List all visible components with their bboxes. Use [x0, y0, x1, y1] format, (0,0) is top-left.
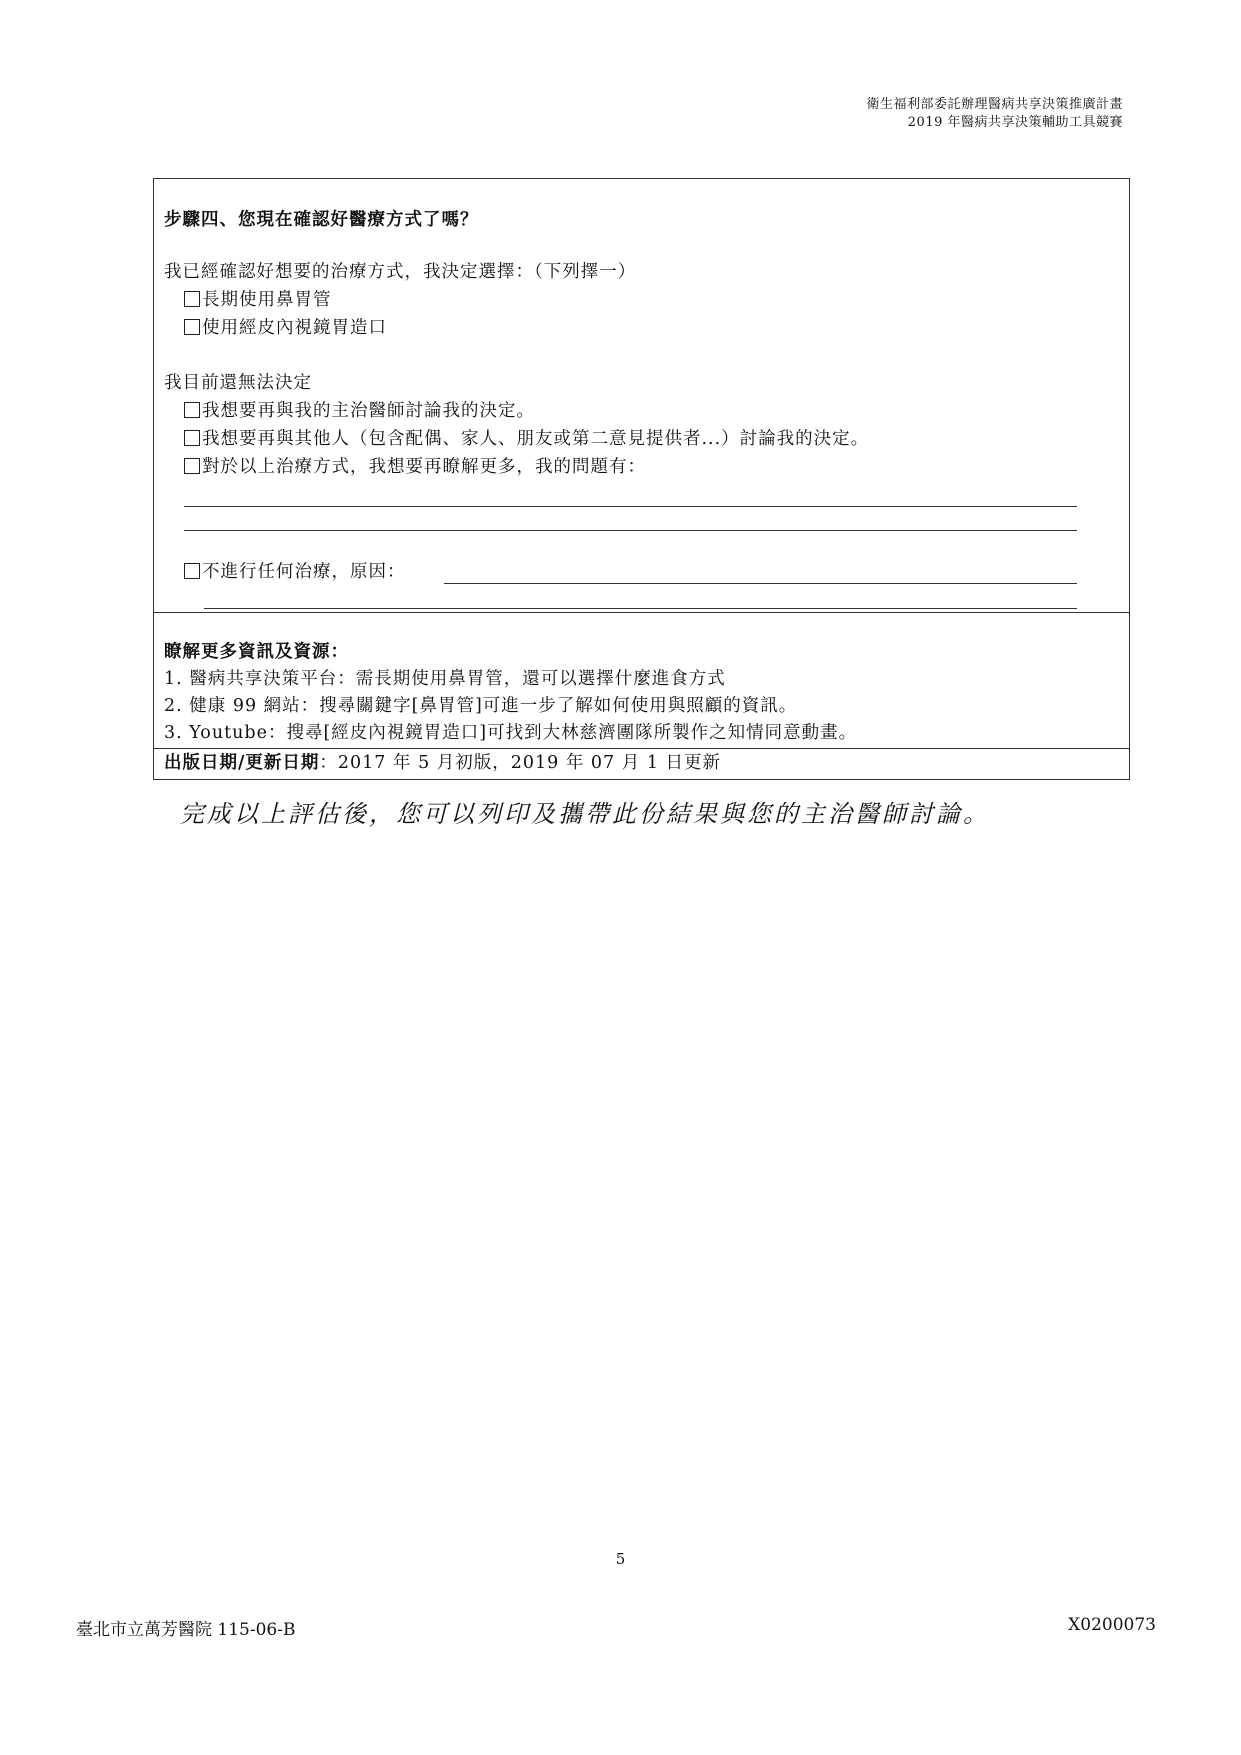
step4-form-box: [153, 178, 1130, 780]
resource-item: 1. 醫病共享決策平台：需長期使用鼻胃管，還可以選擇什麼進食方式: [164, 669, 726, 689]
option-peg[interactable]: 使用經皮內視鏡胃造口: [184, 317, 387, 339]
checkbox[interactable]: [184, 319, 200, 335]
checkbox[interactable]: [184, 458, 200, 474]
checkbox[interactable]: [184, 402, 200, 418]
option-nasogastric-tube[interactable]: 長期使用鼻胃管: [184, 289, 332, 311]
publish-date: 出版日期/更新日期：2017 年 5 月初版，2019 年 07 月 1 日更新: [164, 753, 722, 773]
question-line-1[interactable]: [184, 506, 1077, 507]
publish-divider: [154, 748, 1129, 749]
resource-item: 3. Youtube：搜尋[經皮內視鏡胃造口]可找到大林慈濟團隊所製作之知情同意動畫。: [164, 723, 858, 743]
undecided-prompt: 我目前還無法決定: [164, 373, 312, 393]
question-line-2[interactable]: [184, 530, 1077, 531]
option-discuss-doctor[interactable]: 我想要再與我的主治醫師討論我的決定。: [184, 400, 535, 422]
reason-line-2[interactable]: [204, 608, 1077, 609]
checkbox[interactable]: [184, 430, 200, 446]
checkbox[interactable]: [184, 291, 200, 307]
footer-doc-id: X0200073: [1068, 1615, 1156, 1635]
step4-title: 步驟四、您現在確認好醫療方式了嗎？: [164, 210, 479, 230]
header-line-1: 衛生福利部委託辦理醫病共享決策推廣計畫: [866, 97, 1123, 112]
reason-line-1[interactable]: [444, 583, 1077, 584]
footer-hospital-code: 臺北市立萬芳醫院 115-06-B: [76, 1620, 296, 1640]
resources-title: 瞭解更多資訊及資源：: [164, 642, 349, 662]
option-no-treatment[interactable]: 不進行任何治療，原因：: [184, 561, 406, 583]
decided-prompt: 我已經確認好想要的治療方式，我決定選擇：（下列擇一）: [164, 262, 637, 282]
resource-item: 2. 健康 99 網站：搜尋關鍵字[鼻胃管]可進一步了解如何使用與照顧的資訊。: [164, 696, 798, 716]
section-divider: [154, 612, 1129, 613]
closing-statement: 完成以上評估後，您可以列印及攜帶此份結果與您的主治醫師討論。: [180, 800, 990, 828]
header-line-2: 2019 年醫病共享決策輔助工具競賽: [907, 115, 1123, 130]
checkbox[interactable]: [184, 563, 200, 579]
option-discuss-others[interactable]: 我想要再與其他人（包含配偶、家人、朋友或第二意見提供者...）討論我的決定。: [184, 428, 869, 450]
option-more-info[interactable]: 對於以上治療方式，我想要再瞭解更多，我的問題有：: [184, 456, 646, 478]
page-number: 5: [615, 1550, 626, 1568]
